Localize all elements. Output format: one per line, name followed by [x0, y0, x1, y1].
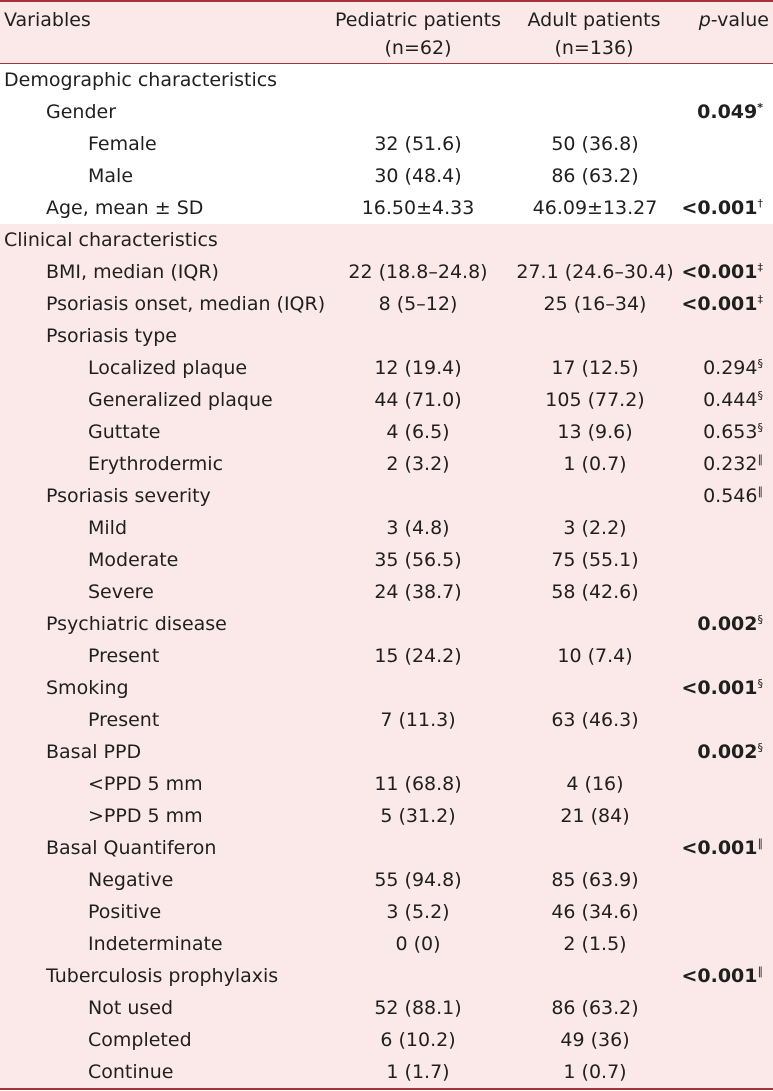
adult-value: 1 (0.7) [563, 453, 627, 475]
table-row [0, 768, 773, 800]
row-label: Indeterminate [88, 933, 223, 955]
adult-value: 46 (34.6) [551, 901, 639, 923]
header-pediatric-n: (n=62) [384, 37, 452, 59]
adult-value: 25 (16–34) [543, 293, 647, 315]
p-value [697, 96, 763, 128]
section-demographic [0, 64, 773, 224]
p-value-number: <0.001 [681, 965, 758, 987]
p-value [703, 416, 763, 448]
row-label: Male [88, 165, 134, 187]
pediatric-value: 1 (1.7) [386, 1061, 450, 1083]
row-label: Basal PPD [46, 741, 142, 763]
pediatric-value: 4 (6.5) [386, 421, 450, 443]
p-value-footnote-mark: § [757, 389, 763, 402]
p-value-number: 0.049 [697, 101, 758, 123]
adult-value: 10 (7.4) [557, 645, 633, 667]
header-p-italic: p [698, 9, 711, 31]
table-row [0, 1056, 773, 1088]
table-row [0, 160, 773, 192]
row-label: Generalized plaque [88, 389, 273, 411]
pediatric-value: 7 (11.3) [380, 709, 456, 731]
p-value-number: 0.002 [697, 741, 758, 763]
table-bottom-rule [0, 1088, 773, 1090]
row-label: Psoriasis severity [46, 485, 211, 507]
table-row [0, 928, 773, 960]
table-row [0, 288, 773, 320]
pediatric-value: 30 (48.4) [374, 165, 462, 187]
table-row [0, 1024, 773, 1056]
table-row [0, 256, 773, 288]
demographic-rows [0, 96, 773, 224]
row-label: BMI, median (IQR) [46, 261, 219, 283]
table-row [0, 672, 773, 704]
pediatric-value: 32 (51.6) [374, 133, 462, 155]
adult-value: 21 (84) [560, 805, 630, 827]
adult-value: 86 (63.2) [551, 165, 639, 187]
p-value-number: <0.001 [681, 261, 758, 283]
table-row [0, 608, 773, 640]
row-label: Guttate [88, 421, 161, 443]
pediatric-value: 16.50±4.33 [361, 197, 475, 219]
pediatric-value: 24 (38.7) [374, 581, 462, 603]
p-value-number: 0.232 [703, 453, 758, 475]
table-row [0, 960, 773, 992]
p-value-footnote-mark: ∥ [757, 485, 763, 498]
p-value-footnote-mark: ∥ [757, 965, 763, 978]
section-title: Demographic characteristics [4, 69, 278, 91]
pediatric-value: 52 (88.1) [374, 997, 462, 1019]
adult-value: 4 (16) [566, 773, 624, 795]
row-label: >PPD 5 mm [88, 805, 203, 827]
row-label: Psychiatric disease [46, 613, 227, 635]
adult-value: 1 (0.7) [563, 1061, 627, 1083]
row-label: Erythrodermic [88, 453, 224, 475]
adult-value: 46.09±13.27 [532, 197, 658, 219]
adult-value: 50 (36.8) [551, 133, 639, 155]
row-label: Completed [88, 1029, 192, 1051]
pediatric-value: 55 (94.8) [374, 869, 462, 891]
section-title: Clinical characteristics [4, 229, 218, 251]
header-variables: Variables [4, 9, 91, 31]
table-row [0, 992, 773, 1024]
p-value [697, 608, 763, 640]
p-value [681, 288, 763, 320]
p-value-number: <0.001 [681, 197, 758, 219]
table-row [0, 896, 773, 928]
section-title-row [0, 224, 773, 256]
row-label: Localized plaque [88, 357, 248, 379]
p-value-number: <0.001 [681, 837, 758, 859]
header-pediatric-title: Pediatric patients [335, 9, 501, 31]
adult-value: 17 (12.5) [551, 357, 639, 379]
pediatric-value: 15 (24.2) [374, 645, 462, 667]
table-row [0, 704, 773, 736]
row-label: Female [88, 133, 157, 155]
table-row [0, 512, 773, 544]
row-label: Severe [88, 581, 154, 603]
table-row [0, 96, 773, 128]
pediatric-value: 35 (56.5) [374, 549, 462, 571]
adult-value: 75 (55.1) [551, 549, 639, 571]
p-value-footnote-mark: § [757, 421, 763, 434]
row-label: Positive [88, 901, 162, 923]
table-row [0, 352, 773, 384]
section-title-row [0, 64, 773, 96]
p-value [703, 352, 763, 384]
row-label: Age, mean ± SD [46, 197, 204, 219]
p-value [681, 960, 763, 992]
p-value-number: 0.444 [703, 389, 758, 411]
adult-value: 105 (77.2) [545, 389, 645, 411]
p-value [697, 736, 763, 768]
header-pediatric [330, 6, 506, 62]
p-value-footnote-mark: § [757, 357, 763, 370]
row-label: Psoriasis type [46, 325, 177, 347]
header-adult-n: (n=136) [554, 37, 634, 59]
pediatric-value: 3 (4.8) [386, 517, 450, 539]
p-value-footnote-mark: § [757, 741, 763, 754]
pediatric-value: 8 (5–12) [378, 293, 458, 315]
adult-value: 63 (46.3) [551, 709, 639, 731]
p-value [681, 672, 763, 704]
table-row [0, 640, 773, 672]
table-row [0, 800, 773, 832]
table-row [0, 448, 773, 480]
pediatric-value: 6 (10.2) [380, 1029, 456, 1051]
p-value-number: 0.002 [697, 613, 758, 635]
p-value-footnote-mark: ∥ [757, 453, 763, 466]
p-value-number: 0.653 [703, 421, 758, 443]
table-row [0, 320, 773, 352]
adult-value: 58 (42.6) [551, 581, 639, 603]
p-value-footnote-mark: § [757, 613, 763, 626]
pediatric-value: 5 (31.2) [380, 805, 456, 827]
p-value [681, 832, 763, 864]
row-label: Not used [88, 997, 174, 1019]
row-label: Negative [88, 869, 174, 891]
row-label: Present [88, 645, 160, 667]
table-row [0, 864, 773, 896]
row-label: Basal Quantiferon [46, 837, 217, 859]
p-value [703, 384, 763, 416]
adult-value: 3 (2.2) [563, 517, 627, 539]
p-value-footnote-mark: § [757, 677, 763, 690]
section-clinical [0, 224, 773, 1088]
adult-value: 86 (63.2) [551, 997, 639, 1019]
table-row [0, 384, 773, 416]
p-value-footnote-mark: † [757, 197, 763, 210]
pediatric-value: 0 (0) [395, 933, 441, 955]
pediatric-value: 11 (68.8) [374, 773, 462, 795]
p-value-footnote-mark: * [757, 101, 763, 114]
p-value-number: 0.294 [703, 357, 758, 379]
header-adult-title: Adult patients [527, 9, 661, 31]
header-p-value [672, 6, 769, 34]
row-label: Mild [88, 517, 128, 539]
table-row [0, 416, 773, 448]
clinical-rows [0, 256, 773, 1088]
adult-value: 2 (1.5) [563, 933, 627, 955]
row-label: Tuberculosis prophylaxis [46, 965, 279, 987]
pediatric-value: 44 (71.0) [374, 389, 462, 411]
p-value-footnote-mark: ∥ [757, 837, 763, 850]
table-row [0, 192, 773, 224]
p-value-number: <0.001 [681, 293, 758, 315]
pediatric-value: 12 (19.4) [374, 357, 462, 379]
header-adult [519, 6, 669, 62]
table-row [0, 736, 773, 768]
table-row [0, 544, 773, 576]
row-label: <PPD 5 mm [88, 773, 203, 795]
table-row [0, 576, 773, 608]
p-value [703, 448, 763, 480]
row-label: Present [88, 709, 160, 731]
p-value-footnote-mark: ‡ [757, 293, 763, 306]
adult-value: 27.1 (24.6–30.4) [516, 261, 674, 283]
row-label: Gender [46, 101, 117, 123]
p-value [703, 480, 763, 512]
p-value [681, 192, 763, 224]
p-value-number: <0.001 [681, 677, 758, 699]
p-value [681, 256, 763, 288]
pediatric-value: 22 (18.8–24.8) [348, 261, 488, 283]
row-label: Continue [88, 1061, 174, 1083]
adult-value: 13 (9.6) [557, 421, 633, 443]
table-row [0, 480, 773, 512]
pediatric-value: 3 (5.2) [386, 901, 450, 923]
p-value-number: 0.546 [703, 485, 758, 507]
table-header [0, 2, 773, 63]
adult-value: 49 (36) [560, 1029, 630, 1051]
table-row [0, 128, 773, 160]
row-label: Psoriasis onset, median (IQR) [46, 293, 326, 315]
p-value-footnote-mark: ‡ [757, 261, 763, 274]
adult-value: 85 (63.9) [551, 869, 639, 891]
header-p-rest: -value [710, 9, 769, 31]
pediatric-value: 2 (3.2) [386, 453, 450, 475]
row-label: Smoking [46, 677, 129, 699]
row-label: Moderate [88, 549, 179, 571]
table-row [0, 832, 773, 864]
